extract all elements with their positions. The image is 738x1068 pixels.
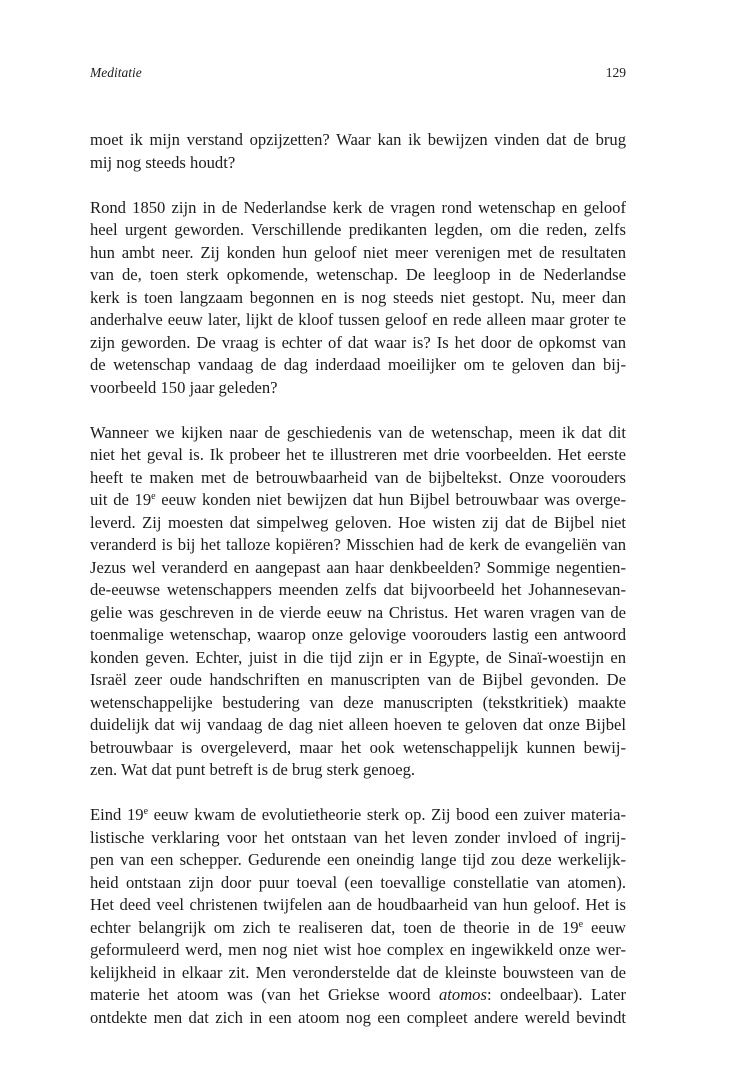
text-line: materie het atoom was (van het Griekse woord atomos: ondeelbaar). Later [90, 985, 626, 1004]
paragraph [90, 129, 626, 174]
text-line: Wanneer we kijken naar de geschiedenis van de wetenschap, meen ik dat dit [90, 422, 626, 442]
text-line: Israël zeer oude handschriften en manuscripten van de Bijbel gevonden. De [90, 670, 626, 689]
text-line: Rond 1850 zijn in de Nederlandse kerk de vragen rond wetenschap en geloof [90, 197, 626, 217]
text-line: echter belangrijk om zich te realiseren dat, toen de theorie in de 19e eeuw [90, 917, 626, 937]
running-title: Meditatie [90, 65, 142, 80]
text-line: uit de 19e eeuw konden niet bewijzen dat hun Bijbel betrouwbaar was overge- [90, 490, 626, 509]
text-line: heel urgent geworden. Verschillende predikanten legden, om die reden, zelfs [90, 220, 626, 239]
text-line: moet ik mijn verstand opzijzetten? Waar kan ik bewijzen vinden dat de brug [90, 130, 626, 149]
text-line: betrouwbaar is overgeleverd, maar het ook wetenschappelijk kunnen bewij- [90, 737, 626, 757]
text-line: hun ambt neer. Zij konden hun geloof niet meer verenigen met de resultaten [90, 242, 626, 262]
paragraph [90, 422, 626, 782]
text-line: heid ontstaan zijn door puur toeval (een toevallige constellatie van atomen). [90, 872, 626, 892]
text-line: duidelijk dat wij vandaag de dag niet alleen hoeven te geloven dat onze Bijbel [90, 715, 626, 734]
text-line: kelijkheid in elkaar zit. Men veronderstelde dat de kleinste bouwsteen van de [90, 962, 626, 982]
page-number: 129 [605, 65, 626, 80]
text-line: de wetenschap vandaag de dag inderdaad moeilijker om te geloven dan bij- [90, 355, 626, 374]
text-line: toenmalige wetenschap, waarop onze gelovige voorouders lastig een antwoord [90, 625, 626, 644]
text-line: Eind 19e eeuw kwam de evolutietheorie sterk op. Zij bood een zuiver materia- [90, 805, 627, 824]
text-line: geformuleerd werd, men nog niet wist hoe complex en ingewikkeld onze wer- [90, 940, 626, 959]
text-line: Het deed veel christenen twijfelen aan de houdbaarheid van hun geloof. Het is [90, 895, 626, 914]
text-line: gelie was geschreven in de vierde eeuw na Christus. Het waren vragen van de [90, 602, 626, 622]
text-line: anderhalve eeuw later, lijkt de kloof tussen geloof en rede alleen maar groter te [90, 310, 626, 329]
text-line: veranderd is bij het talloze kopiëren? Misschien had de kerk de evangeliën van [90, 535, 626, 554]
running-head [90, 64, 626, 84]
text-line: mij nog steeds houdt? [90, 152, 236, 172]
text-line: de-eeuwse wetenschappers meenden zelfs dat bijvoorbeeld het Johannesevan- [90, 580, 626, 599]
text-line: wetenschappelijke bestudering van deze manuscripten (tekstkritiek) maakte [90, 692, 626, 712]
text-line: voorbeeld 150 jaar geleden? [90, 377, 278, 397]
text-line: zen. Wat dat punt betreft is de brug sterk genoeg. [90, 760, 416, 779]
text-line: zijn geworden. De vraag is echter of dat waar is? Is het door de opkomst van [90, 332, 626, 352]
paragraph [90, 804, 626, 1029]
paragraph [90, 197, 626, 400]
text-line: leverd. Zij moesten dat simpelweg geloven. Hoe wisten zij dat de Bijbel niet [90, 512, 626, 532]
text-line: ontdekte men dat zich in een atoom nog een compleet andere wereld bevindt [90, 1007, 626, 1027]
text-line: pen van een schepper. Gedurende een oneindig lange tijd zou deze werkelijk- [90, 850, 626, 869]
body-text [90, 129, 626, 1052]
text-line: kerk is toen langzaam begonnen en is nog steeds niet gestopt. Nu, meer dan [90, 287, 626, 307]
text-line: Jezus wel veranderd en aangepast aan haar denkbeelden? Sommige negentien- [90, 557, 626, 577]
text-line: listische verklaring voor het ontstaan van het leven zonder invloed of ingrij- [90, 827, 626, 847]
text-line: heeft te maken met de betrouwbaarheid van de bijbeltekst. Onze voorouders [90, 467, 626, 487]
text-line: niet het geval is. Ik probeer het te illustreren met drie voorbeelden. Het eerste [90, 445, 626, 464]
text-line: konden geven. Echter, juist in die tijd zijn er in Egypte, de Sinaï-woestijn en [90, 647, 626, 667]
text-line: van de, toen sterk opkomende, wetenschap. De leegloop in de Nederlandse [90, 265, 626, 284]
